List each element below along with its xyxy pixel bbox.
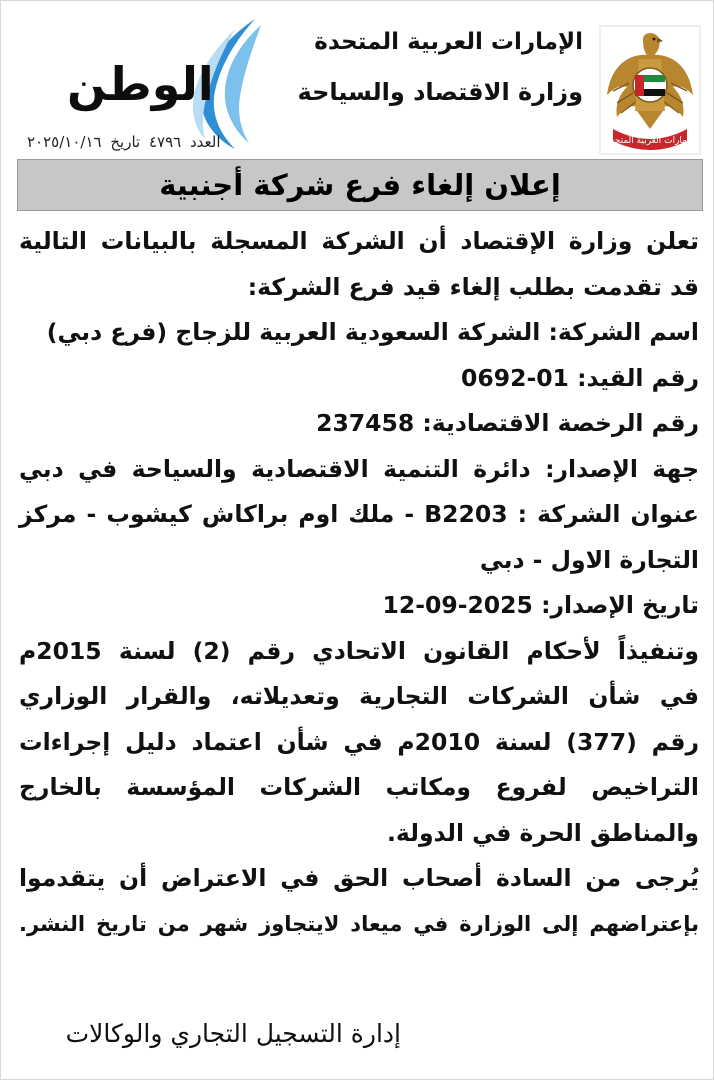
signature-department: إدارة التسجيل التجاري والوكالات bbox=[65, 1019, 401, 1048]
license-line bbox=[19, 401, 699, 447]
registration-line bbox=[19, 356, 699, 402]
law-line-1: وتنفيذاً لأحكام القانون الاتحادي رقم (2) لسنة 2015م bbox=[19, 636, 699, 665]
registration-label: رقم القيد: bbox=[577, 363, 699, 392]
license-number: 237458 bbox=[316, 409, 415, 437]
issuer-heading bbox=[298, 31, 583, 104]
date-label: تاريخ bbox=[110, 133, 141, 151]
issue-date-label: تاريخ الإصدار: bbox=[541, 591, 699, 619]
objection-line-1: يُرجى من السادة أصحاب الحق في الاعتراض أن يتقدموا bbox=[19, 864, 699, 892]
issue-label: العدد bbox=[190, 133, 221, 151]
announcement-body bbox=[19, 219, 699, 947]
issue-number: ٤٧٩٦ bbox=[148, 133, 182, 151]
issuer-line: جهة الإصدار: دائرة التنمية الاقتصادية والسياحة في دبي bbox=[19, 454, 699, 483]
header bbox=[15, 23, 701, 163]
law-line-2: في شأن الشركات التجارية وتعديلاته، والقرار الوزاري bbox=[19, 682, 699, 710]
issue-date-value: 12-09-2025 bbox=[382, 591, 533, 619]
country-name: الإمارات العربية المتحدة bbox=[314, 29, 583, 55]
intro-line-2: قد تقدمت بطلب إلغاء قيد فرع الشركة: bbox=[247, 272, 699, 301]
issue-date: ٢٠٢٥/١٠/١٦ bbox=[27, 133, 102, 151]
objection-line-2: بإعتراضهم إلى الوزارة في ميعاد لايتجاوز شهر من تاريخ النشر. bbox=[19, 911, 699, 936]
address-unit: B2203 bbox=[424, 500, 508, 528]
address-line-1 bbox=[19, 492, 699, 538]
address-rest: - ملك اوم براكاش كيشوب - مركز bbox=[19, 500, 415, 528]
address-label: عنوان الشركة : bbox=[517, 500, 699, 528]
issue-date-line bbox=[19, 583, 699, 629]
emblem-banner-text: الإمارات العربية المتحدة bbox=[605, 136, 695, 146]
uae-emblem-icon bbox=[599, 25, 701, 155]
license-label: رقم الرخصة الاقتصادية: bbox=[422, 409, 699, 437]
issue-info bbox=[25, 133, 223, 151]
announcement-title: إعلان إلغاء فرع شركة أجنبية bbox=[159, 168, 561, 202]
newspaper-name: الوطن bbox=[67, 57, 214, 111]
address-line-2: التجارة الاول - دبي bbox=[479, 545, 699, 574]
registration-number: 0692-01 bbox=[461, 363, 569, 392]
law-line-5: والمناطق الحرة في الدولة. bbox=[386, 818, 699, 847]
ministry-name: وزارة الاقتصاد والسياحة bbox=[297, 78, 583, 106]
title-band bbox=[17, 159, 703, 211]
newspaper-block bbox=[15, 23, 265, 163]
law-line-4: التراخيص لفروع ومكاتب الشركات المؤسسة بالخارج bbox=[19, 773, 699, 801]
company-name-line: اسم الشركة: الشركة السعودية العربية للزجاج (فرع دبي) bbox=[46, 318, 699, 346]
intro-line-1: تعلن وزارة الإقتصاد أن الشركة المسجلة بالبيانات التالية bbox=[19, 227, 699, 255]
law-line-3: رقم (377) لسنة 2010م في شأن اعتماد دليل إجراءات bbox=[19, 727, 699, 756]
